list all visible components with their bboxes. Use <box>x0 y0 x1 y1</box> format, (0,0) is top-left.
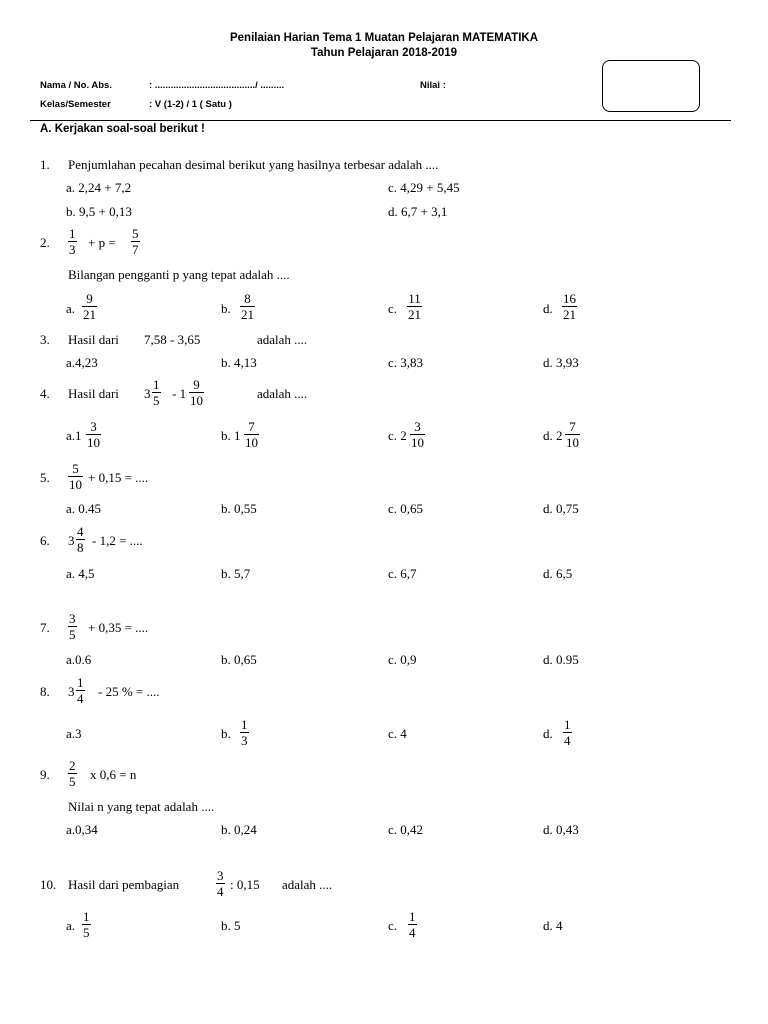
class-value: : V (1-2) / 1 ( Satu ) <box>149 99 232 110</box>
q9-number: 9. <box>40 767 50 782</box>
q5-option-b: b. 0,55 <box>221 501 257 516</box>
q8-expression: - 25 % = .... <box>98 684 160 699</box>
q7-fraction: $\frac{3}{5}$ <box>69 611 76 642</box>
q7-option-b: b. 0,65 <box>221 652 257 667</box>
q8-option-d: d. <box>543 726 553 741</box>
q10-option-a: a. <box>66 918 76 933</box>
q2-option-a-fraction: $\frac{9}{21}$ <box>83 291 96 322</box>
q7-option-d: d. 0.95 <box>543 652 579 667</box>
q4-text-2: adalah .... <box>257 386 308 401</box>
q8-option-c: c. 4 <box>388 726 407 741</box>
q8-fraction: $\frac{1}{4}$ <box>77 675 84 706</box>
q10-option-d: d. 4 <box>543 918 563 933</box>
q6-option-d: d. 6,5 <box>543 566 573 581</box>
q3-option-d: d. 3,93 <box>543 355 579 370</box>
q10-option-a-fraction: $\frac{1}{5}$ <box>83 909 90 940</box>
q7-option-a: a.0.6 <box>66 652 92 667</box>
q10-fraction: $\frac{3}{4}$ <box>217 868 224 899</box>
q9-option-b: b. 0,24 <box>221 822 257 837</box>
q10-number: 10. <box>40 877 57 892</box>
q4-option-b-fraction: $\frac{7}{10}$ <box>245 419 258 450</box>
q10-option-b: b. 5 <box>221 918 241 933</box>
q6-option-a: a. 4,5 <box>66 566 95 581</box>
q4-option-a-fraction: $\frac{3}{10}$ <box>87 419 100 450</box>
q5-fraction: $\frac{5}{10}$ <box>69 461 82 492</box>
q2-text: Bilangan pengganti p yang tepat adalah .... <box>68 267 290 282</box>
q10-option-c: c. <box>388 918 398 933</box>
q2-fraction-1: $\frac{1}{3}$ <box>69 226 76 257</box>
q9-option-c: c. 0,42 <box>388 822 424 837</box>
q2-option-a: a. <box>66 301 76 316</box>
q4-option-b: b. 1 <box>221 428 241 443</box>
q1-option-d: d. 6,7 + 3,1 <box>388 204 448 219</box>
q4-fraction-2: $\frac{9}{10}$ <box>190 377 203 408</box>
q10-expression: : 0,15 <box>230 877 260 892</box>
q3-option-c: c. 3,83 <box>388 355 424 370</box>
q8-option-d-fraction: $\frac{1}{4}$ <box>564 717 571 748</box>
q6-fraction: $\frac{4}{8}$ <box>77 524 84 555</box>
q2-number: 2. <box>40 235 50 250</box>
q3-expression: 7,58 - 3,65 <box>144 332 201 347</box>
q10-text-1: Hasil dari pembagian <box>68 877 180 892</box>
q9-option-d: d. 0,43 <box>543 822 579 837</box>
q4-minus: - 1 <box>172 386 187 401</box>
q8-whole: 3 <box>68 684 75 699</box>
q2-option-b: b. <box>221 301 231 316</box>
q3-text-2: adalah .... <box>257 332 308 347</box>
q2-fraction-2: $\frac{5}{7}$ <box>132 226 139 257</box>
q2-option-c-fraction: $\frac{11}{21}$ <box>408 291 421 322</box>
name-field[interactable]: : ....................................../ ......... <box>149 80 285 91</box>
q4-option-a: a.1 <box>66 428 82 443</box>
q1-option-c: c. 4,29 + 5,45 <box>388 180 460 195</box>
q9-option-a: a.0,34 <box>66 822 98 837</box>
q10-text-2: adalah .... <box>282 877 333 892</box>
q9-expression: x 0,6 = n <box>90 767 137 782</box>
q2-option-d-fraction: $\frac{16}{21}$ <box>563 291 576 322</box>
q4-whole-1: 3 <box>144 386 151 401</box>
q1-number: 1. <box>40 157 50 172</box>
q7-expression: + 0,35 = .... <box>88 620 149 635</box>
q5-number: 5. <box>40 470 50 485</box>
q3-text-1: Hasil dari <box>68 332 119 347</box>
q2-expression: + p = <box>88 235 116 250</box>
section-a-title: A. Kerjakan soal-soal berikut ! <box>40 123 205 135</box>
q3-option-a: a.4,23 <box>66 355 98 370</box>
q2-option-b-fraction: $\frac{8}{21}$ <box>241 291 254 322</box>
score-label: Nilai : <box>420 80 446 91</box>
q5-option-d: d. 0,75 <box>543 501 579 516</box>
q2-option-d: d. <box>543 301 553 316</box>
q1-text: Penjumlahan pecahan desimal berikut yang hasilnya terbesar adalah .... <box>68 157 439 172</box>
page-title: Penilaian Harian Tema 1 Muatan Pelajaran MATEMATIKA <box>229 32 539 44</box>
q5-option-a: a. 0.45 <box>66 501 102 516</box>
q6-option-b: b. 5,7 <box>221 566 251 581</box>
q4-option-c: c. 2 <box>388 428 407 443</box>
class-label: Kelas/Semester <box>40 99 111 110</box>
q8-option-b: b. <box>221 726 231 741</box>
q3-option-b: b. 4,13 <box>221 355 257 370</box>
page-subtitle: Tahun Pelajaran 2018-2019 <box>310 47 458 59</box>
q8-option-b-fraction: $\frac{1}{3}$ <box>241 717 248 748</box>
q9-text: Nilai n yang tepat adalah .... <box>68 799 215 814</box>
q7-number: 7. <box>40 620 50 635</box>
q4-option-d-fraction: $\frac{7}{10}$ <box>566 419 579 450</box>
q2-option-c: c. <box>388 301 398 316</box>
q4-option-c-fraction: $\frac{3}{10}$ <box>411 419 424 450</box>
q5-option-c: c. 0,65 <box>388 501 424 516</box>
q8-option-a: a.3 <box>66 726 82 741</box>
q7-option-c: c. 0,9 <box>388 652 417 667</box>
q6-expression: - 1,2 = .... <box>92 533 143 548</box>
q3-number: 3. <box>40 332 50 347</box>
score-box[interactable] <box>602 60 700 112</box>
q4-option-d: d. 2 <box>543 428 563 443</box>
q1-option-b: b. 9,5 + 0,13 <box>66 204 132 219</box>
q10-option-c-fraction: $\frac{1}{4}$ <box>409 909 416 940</box>
q6-whole: 3 <box>68 533 75 548</box>
name-label: Nama / No. Abs. <box>40 80 112 91</box>
q4-fraction-1: $\frac{1}{5}$ <box>153 377 160 408</box>
q6-number: 6. <box>40 533 50 548</box>
q9-fraction: $\frac{2}{5}$ <box>69 758 76 789</box>
q6-option-c: c. 6,7 <box>388 566 417 581</box>
q1-option-a: a. 2,24 + 7,2 <box>66 180 132 195</box>
header-divider <box>30 120 731 121</box>
q8-number: 8. <box>40 684 50 699</box>
q4-text-1: Hasil dari <box>68 386 119 401</box>
q5-expression: + 0,15 = .... <box>88 470 149 485</box>
q4-number: 4. <box>40 386 50 401</box>
